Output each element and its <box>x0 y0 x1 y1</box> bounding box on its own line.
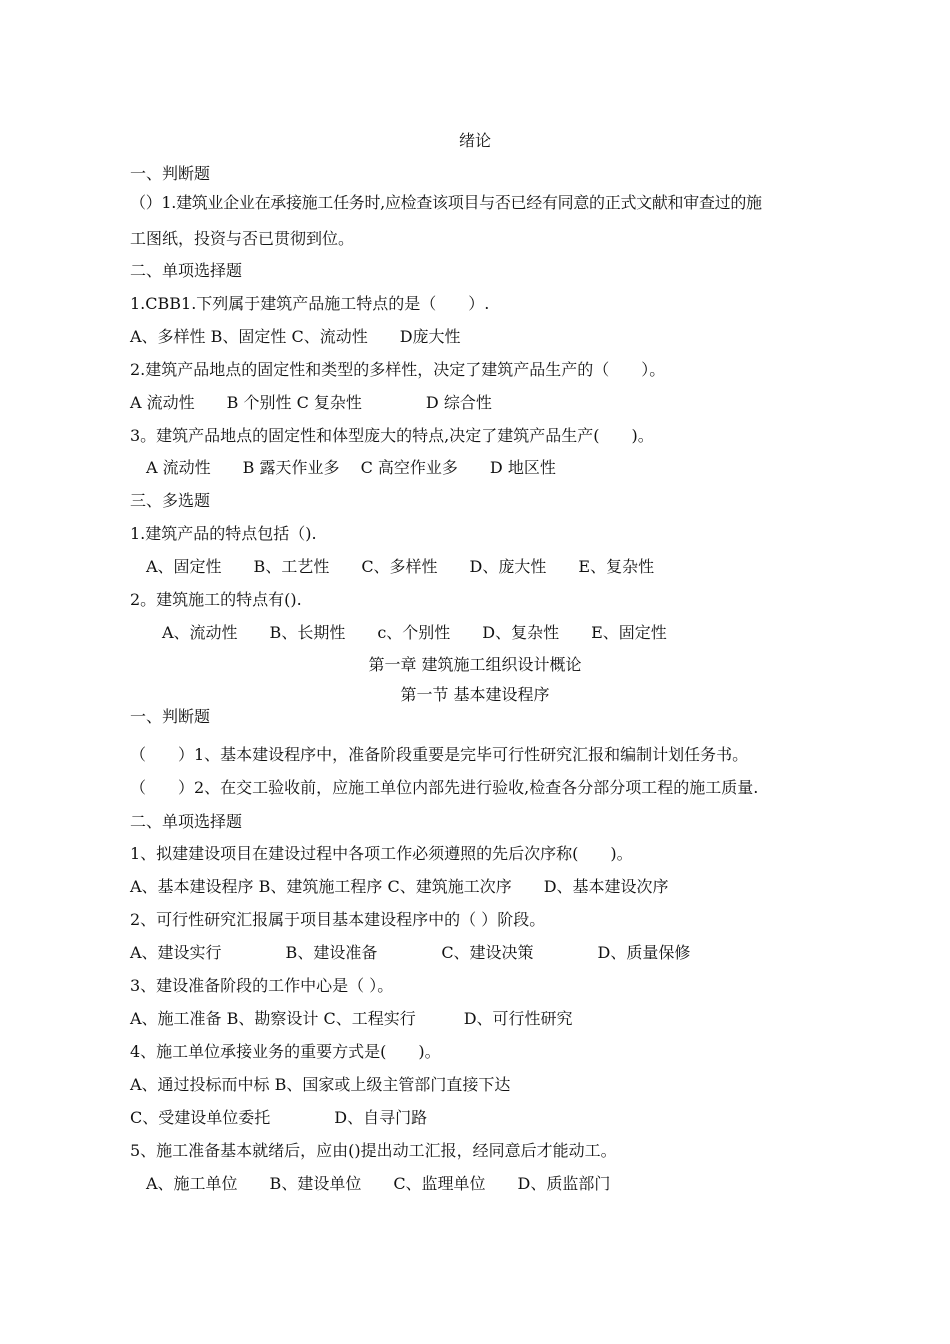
ch1-single-heading: 二、单项选择题 <box>130 812 243 831</box>
intro-judge-q1-line1: （）1.建筑业企业在承接施工任务时,应检查该项目与否已经有同意的正式文献和审查过的施 <box>130 193 762 212</box>
intro-single-q3-options: A 流动性 B 露天作业多 C 高空作业多 D 地区性 <box>146 458 556 477</box>
intro-single-q2: 2.建筑产品地点的固定性和类型的多样性，决定了建筑产品生产的（ ）。 <box>130 360 666 379</box>
intro-single-heading: 二、单项选择题 <box>130 261 243 280</box>
intro-single-q3: 3。建筑产品地点的固定性和体型庞大的特点,决定了建筑产品生产( )。 <box>130 426 654 445</box>
ch1-judge-heading: 一、判断题 <box>130 707 211 726</box>
intro-multi-heading: 三、多选题 <box>130 491 211 510</box>
ch1-single-q2: 2、可行性研究汇报属于项目基本建设程序中的（ ）阶段。 <box>130 910 546 929</box>
ch1-judge-q2: （ ）2、在交工验收前，应施工单位内部先进行验收,检查各分部分项工程的施工质量. <box>130 778 759 797</box>
ch1-judge-q1: （ ）1、基本建设程序中，准备阶段重要是完毕可行性研究汇报和编制计划任务书。 <box>130 745 749 764</box>
chapter-title: 第一章 建筑施工组织设计概论 <box>368 655 582 674</box>
section-title: 第一节 基本建设程序 <box>400 685 550 704</box>
intro-judge-q1-line2: 工图纸，投资与否已贯彻到位。 <box>130 229 355 248</box>
ch1-single-q2-options: A、建设实行 B、建设准备 C、建设决策 D、质量保修 <box>130 943 691 962</box>
intro-single-q2-options: A 流动性 B 个别性 C 复杂性 D 综合性 <box>130 393 492 412</box>
ch1-single-q4-options-1: A、通过投标而中标 B、国家或上级主管部门直接下达 <box>130 1075 511 1094</box>
intro-multi-q1-options: A、固定性 B、工艺性 C、多样性 D、庞大性 E、复杂性 <box>146 557 655 576</box>
intro-multi-q2-options: A、流动性 B、长期性 c、个别性 D、复杂性 E、固定性 <box>162 623 667 642</box>
ch1-single-q3-options: A、施工准备 B、勘察设计 C、工程实行 D、可行性研究 <box>130 1009 573 1028</box>
ch1-single-q5: 5、施工准备基本就绪后，应由()提出动工汇报，经同意后才能动工。 <box>130 1141 617 1160</box>
intro-multi-q1: 1.建筑产品的特点包括（). <box>130 524 317 543</box>
ch1-single-q4-options-2: C、受建设单位委托 D、自寻门路 <box>130 1108 428 1127</box>
ch1-single-q3: 3、建设准备阶段的工作中心是（ ）。 <box>130 976 394 995</box>
intro-judge-heading: 一、判断题 <box>130 164 211 183</box>
ch1-single-q1: 1、拟建建设项目在建设过程中各项工作必须遵照的先后次序称( )。 <box>130 844 633 863</box>
intro-single-q1: 1.CBB1.下列属于建筑产品施工特点的是（ ）. <box>130 294 490 313</box>
ch1-single-q4: 4、施工单位承接业务的重要方式是( )。 <box>130 1042 441 1061</box>
ch1-single-q5-options: A、施工单位 B、建设单位 C、监理单位 D、质监部门 <box>146 1174 611 1193</box>
intro-title: 绪论 <box>458 131 491 150</box>
ch1-single-q1-options: A、基本建设程序 B、建筑施工程序 C、建筑施工次序 D、基本建设次序 <box>130 877 669 896</box>
intro-single-q1-options: A、多样性 B、固定性 C、流动性 D庞大性 <box>130 327 461 346</box>
intro-multi-q2: 2。建筑施工的特点有(). <box>130 590 302 609</box>
